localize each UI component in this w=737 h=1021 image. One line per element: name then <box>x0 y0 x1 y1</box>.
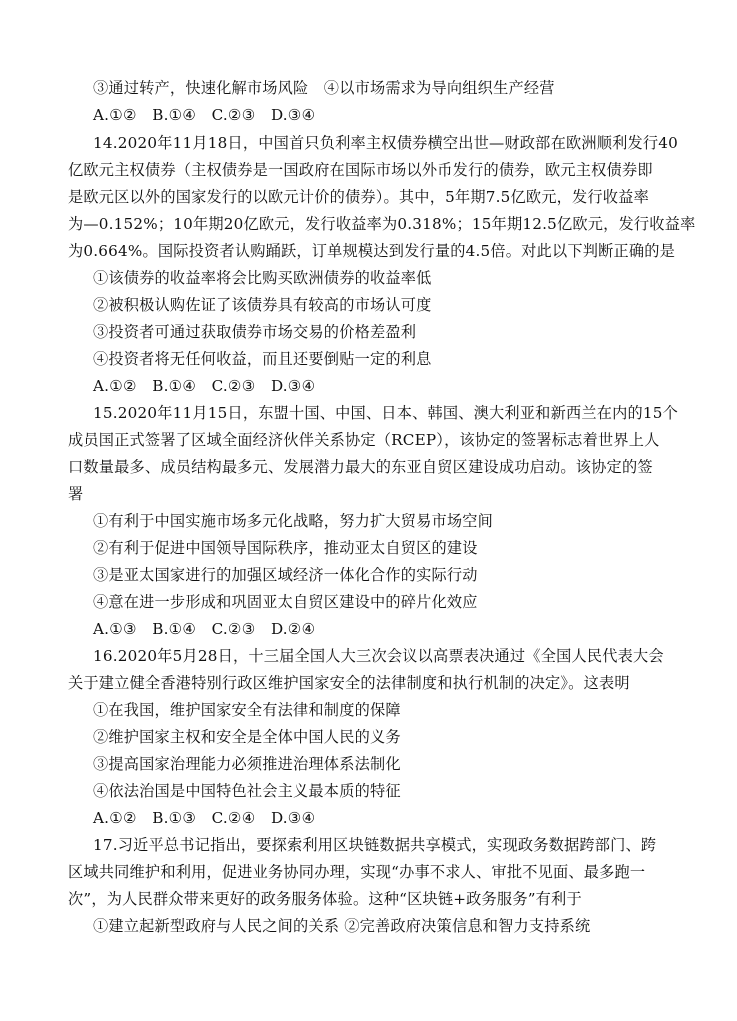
q15-stem-line: 15.2020年11月15日，东盟十国、中国、日本、韩国、澳大利亚和新西兰在内的15个 <box>93 404 679 422</box>
q14-stem-line: 是欧元区以外的国家发行的以欧元计价的债券）。其中，5年期7.5亿欧元，发行收益率 <box>68 188 649 206</box>
q13-option-line: ③通过转产，快速化解市场风险 ④以市场需求为导向组织生产经营 <box>93 79 555 97</box>
q15-option-1: ①有利于中国实施市场多元化战略，努力扩大贸易市场空间 <box>93 512 494 530</box>
q15-answer-choices: A.①③ B.①④ C.②③ D.②④ <box>93 620 316 638</box>
q14-stem-line: 为0.664%。国际投资者认购踊跃，订单规模达到发行量的4.5倍。对此以下判断正确的是 <box>68 242 676 260</box>
q15-option-4: ④意在进一步形成和巩固亚太自贸区建设中的碎片化效应 <box>93 593 478 611</box>
q16-option-3: ③提高国家治理能力必须推进治理体系法制化 <box>93 755 401 773</box>
q16-option-4: ④依法治国是中国特色社会主义最本质的特征 <box>93 782 401 800</box>
q14-option-4: ④投资者将无任何收益，而且还要倒贴一定的利息 <box>93 350 432 368</box>
q14-stem-line: 亿欧元主权债券（主权债券是一国政府在国际市场以外币发行的债券，欧元主权债券即 <box>68 161 653 179</box>
q14-option-2: ②被积极认购佐证了该债券具有较高的市场认可度 <box>93 296 432 314</box>
q15-option-2: ②有利于促进中国领导国际秩序，推动亚太自贸区的建设 <box>93 539 478 557</box>
q16-answer-choices: A.①② B.①③ C.②④ D.③④ <box>93 809 316 827</box>
q17-stem-line: 次”，为人民群众带来更好的政务服务体验。这种“区块链+政务服务”有利于 <box>68 890 582 908</box>
q14-stem-line: 14.2020年11月18日，中国首只负利率主权债券横空出世—财政部在欧洲顺利发行40 <box>93 134 679 152</box>
q14-answer-choices: A.①② B.①④ C.②③ D.③④ <box>93 377 316 395</box>
q14-stem-line: 为—0.152%；10年期20亿欧元，发行收益率为0.318%；15年期12.5亿欧元，发行收益率 <box>68 215 696 233</box>
q17-stem-line: 17.习近平总书记指出，要探索利用区块链数据共享模式，实现政务数据跨部门、跨 <box>93 836 657 854</box>
q15-stem-line: 署 <box>68 485 84 503</box>
q13-answer-choices: A.①② B.①④ C.②③ D.③④ <box>93 106 316 124</box>
q15-option-3: ③是亚太国家进行的加强区域经济一体化合作的实际行动 <box>93 566 478 584</box>
q16-option-1: ①在我国，维护国家安全有法律和制度的保障 <box>93 701 401 719</box>
q16-stem-line: 16.2020年5月28日，十三届全国人大三次会议以高票表决通过《全国人民代表大会 <box>93 647 664 665</box>
q14-option-1: ①该债券的收益率将会比购买欧洲债券的收益率低 <box>93 269 432 287</box>
q17-option-line: ①建立起新型政府与人民之间的关系 ②完善政府决策信息和智力支持系统 <box>93 917 591 935</box>
q15-stem-line: 口数量最多、成员结构最多元、发展潜力最大的东亚自贸区建设成功启动。该协定的签 <box>68 458 653 476</box>
q16-stem-line: 关于建立健全香港特别行政区维护国家安全的法律制度和执行机制的决定》。这表明 <box>68 674 630 692</box>
q15-stem-line: 成员国正式签署了区域全面经济伙伴关系协定（RCEP），该协定的签署标志着世界上人 <box>68 431 660 449</box>
q14-option-3: ③投资者可通过获取债券市场交易的价格差盈利 <box>93 323 417 341</box>
q17-stem-line: 区域共同维护和利用，促进业务协同办理，实现“办事不求人、审批不见面、最多跑一 <box>68 863 646 881</box>
q16-option-2: ②维护国家主权和安全是全体中国人民的义务 <box>93 728 401 746</box>
